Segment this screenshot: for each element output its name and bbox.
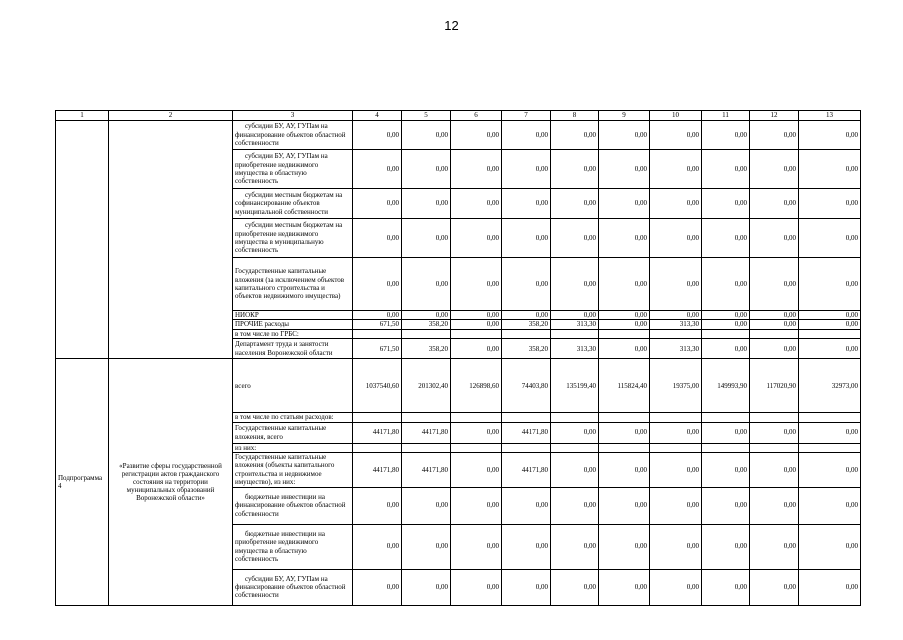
value-cell: 0,00 [799,339,861,359]
value-cell: 0,00 [799,121,861,150]
column-header: 12 [750,111,799,121]
value-cell: 0,00 [451,339,502,359]
column-header: 6 [451,111,502,121]
row-label: всего [233,359,353,413]
value-cell: 0,00 [799,219,861,258]
value-cell: 0,00 [599,189,650,219]
value-cell: 44171,80 [502,453,551,488]
value-cell: 0,00 [750,121,799,150]
value-cell: 0,00 [599,524,650,569]
value-cell: 0,00 [502,189,551,219]
value-cell: 313,30 [650,339,702,359]
value-cell [451,413,502,422]
value-cell: 0,00 [502,219,551,258]
value-cell: 0,00 [750,219,799,258]
value-cell: 0,00 [551,524,599,569]
value-cell: 0,00 [551,150,599,189]
value-cell: 0,00 [551,487,599,524]
value-cell: 0,00 [353,487,402,524]
column-header: 9 [599,111,650,121]
row-label: субсидии местным бюджетам на приобретение недвижимого имущества в муниципальную собственность [233,219,353,258]
value-cell: 0,00 [451,150,502,189]
value-cell: 0,00 [551,311,599,320]
value-cell: 0,00 [451,569,502,605]
value-cell: 0,00 [599,219,650,258]
value-cell: 0,00 [451,121,502,150]
value-cell: 0,00 [451,487,502,524]
value-cell [799,329,861,338]
value-cell: 0,00 [599,339,650,359]
row-label: субсидии БУ, АУ, ГУПам на финансирование объектов областной собственности [233,121,353,150]
value-cell [551,413,599,422]
value-cell: 0,00 [702,453,750,488]
value-cell: 0,00 [650,453,702,488]
value-cell: 0,00 [650,311,702,320]
row-label: в том числе по статьям расходов: [233,413,353,422]
value-cell: 0,00 [799,524,861,569]
value-cell: 0,00 [702,339,750,359]
value-cell: 313,30 [551,339,599,359]
value-cell: 0,00 [551,121,599,150]
value-cell: 0,00 [402,121,451,150]
value-cell: 0,00 [750,311,799,320]
value-cell: 0,00 [551,258,599,311]
value-cell: 0,00 [702,121,750,150]
value-cell: 671,50 [353,339,402,359]
value-cell [502,413,551,422]
column-header: 7 [502,111,551,121]
value-cell: 0,00 [402,524,451,569]
value-cell: 0,00 [451,258,502,311]
value-cell: 115824,40 [599,359,650,413]
row-label: субсидии БУ, АУ, ГУПам на приобретение недвижимого имущества в областную собственность [233,150,353,189]
value-cell [750,413,799,422]
value-cell: 0,00 [702,422,750,443]
value-cell: 0,00 [502,524,551,569]
value-cell: 0,00 [353,121,402,150]
value-cell: 0,00 [750,422,799,443]
value-cell [702,443,750,452]
value-cell: 0,00 [353,219,402,258]
column-header: 3 [233,111,353,121]
page-number: 12 [444,18,459,33]
value-cell: 0,00 [702,219,750,258]
row-label: субсидии местным бюджетам на софинансирование объектов муниципальной собственности [233,189,353,219]
value-cell: 0,00 [750,524,799,569]
value-cell [502,443,551,452]
value-cell: 0,00 [551,569,599,605]
value-cell: 0,00 [650,219,702,258]
value-cell: 0,00 [402,487,451,524]
subprogram-name: «Развитие сферы государственной регистрации актов гражданского состояния на территории муниципальных образований Воронежской области» [109,359,233,605]
value-cell [353,413,402,422]
value-cell [451,329,502,338]
value-cell [799,413,861,422]
value-cell: 0,00 [353,311,402,320]
value-cell: 0,00 [502,258,551,311]
value-cell: 0,00 [451,311,502,320]
value-cell: 0,00 [502,121,551,150]
value-cell: 44171,80 [353,422,402,443]
row-label: Департамент труда и занятости населения Воронежской области [233,339,353,359]
column-header: 8 [551,111,599,121]
value-cell: 0,00 [451,219,502,258]
value-cell: 0,00 [451,453,502,488]
value-cell: 0,00 [451,189,502,219]
value-cell: 0,00 [599,487,650,524]
value-cell: 44171,80 [502,422,551,443]
value-cell: 0,00 [799,422,861,443]
value-cell [402,443,451,452]
value-cell: 0,00 [702,258,750,311]
value-cell: 117020,90 [750,359,799,413]
table-body-subprogram [56,359,861,605]
value-cell: 0,00 [650,524,702,569]
value-cell: 313,30 [650,320,702,329]
value-cell [599,329,650,338]
column-header: 1 [56,111,109,121]
value-cell: 44171,80 [402,453,451,488]
value-cell: 0,00 [799,569,861,605]
value-cell [702,329,750,338]
value-cell: 0,00 [599,422,650,443]
row-label: НИОКР [233,311,353,320]
value-cell: 313,30 [551,320,599,329]
value-cell: 0,00 [799,320,861,329]
value-cell: 201302,40 [402,359,451,413]
value-cell: 0,00 [650,258,702,311]
value-cell: 0,00 [702,487,750,524]
blank-cell [109,121,233,359]
blank-cell [56,121,109,359]
value-cell: 0,00 [799,311,861,320]
value-cell: 0,00 [599,150,650,189]
value-cell: 358,20 [502,339,551,359]
value-cell: 1037540,60 [353,359,402,413]
value-cell: 0,00 [799,150,861,189]
value-cell: 0,00 [799,453,861,488]
value-cell: 0,00 [650,422,702,443]
value-cell: 0,00 [799,189,861,219]
value-cell: 0,00 [599,320,650,329]
value-cell [353,443,402,452]
value-cell: 0,00 [402,258,451,311]
value-cell [599,413,650,422]
value-cell: 0,00 [599,121,650,150]
row-label: ПРОЧИЕ расходы [233,320,353,329]
row-label: Государственные капитальные вложения, всего [233,422,353,443]
table-body-top [56,121,861,359]
row-label: Государственные капитальные вложения (объекты капитального строительства и недвижимое имущество), из них: [233,453,353,488]
value-cell: 671,50 [353,320,402,329]
value-cell: 358,20 [502,320,551,329]
value-cell: 0,00 [502,150,551,189]
value-cell: 0,00 [599,569,650,605]
value-cell [402,329,451,338]
value-cell: 0,00 [750,189,799,219]
value-cell [750,329,799,338]
value-cell: 0,00 [799,258,861,311]
value-cell: 0,00 [551,189,599,219]
value-cell: 0,00 [702,150,750,189]
value-cell: 0,00 [599,311,650,320]
column-header: 4 [353,111,402,121]
value-cell: 0,00 [451,524,502,569]
value-cell [650,329,702,338]
value-cell: 0,00 [353,569,402,605]
value-cell: 0,00 [750,339,799,359]
value-cell: 0,00 [551,219,599,258]
value-cell [551,329,599,338]
value-cell: 0,00 [353,258,402,311]
value-cell [650,443,702,452]
value-cell: 0,00 [402,219,451,258]
value-cell: 0,00 [402,150,451,189]
value-cell: 0,00 [750,569,799,605]
row-label: бюджетные инвестиции на финансирование объектов областной собственности [233,487,353,524]
subprogram-code: Подпрограмма 4 [56,359,109,605]
value-cell: 0,00 [502,569,551,605]
row-label: Государственные капитальные вложения (за исключением объектов капитального строительства и объектов недвижимого имущества) [233,258,353,311]
value-cell [502,329,551,338]
column-header: 13 [799,111,861,121]
value-cell: 0,00 [650,121,702,150]
column-header-row [56,111,861,121]
value-cell [353,329,402,338]
value-cell [451,443,502,452]
budget-table [55,110,861,606]
value-cell [702,413,750,422]
value-cell: 126898,60 [451,359,502,413]
row-label: в том числе по ГРБС: [233,329,353,338]
value-cell [650,413,702,422]
value-cell: 135199,40 [551,359,599,413]
value-cell: 44171,80 [353,453,402,488]
value-cell: 0,00 [502,311,551,320]
value-cell: 0,00 [702,569,750,605]
value-cell: 0,00 [750,320,799,329]
value-cell: 0,00 [599,453,650,488]
value-cell: 32973,00 [799,359,861,413]
value-cell [799,443,861,452]
value-cell: 0,00 [650,189,702,219]
value-cell: 0,00 [702,189,750,219]
value-cell: 0,00 [353,150,402,189]
value-cell: 0,00 [799,487,861,524]
value-cell: 0,00 [750,258,799,311]
value-cell: 0,00 [451,320,502,329]
value-cell: 0,00 [702,524,750,569]
row-label: субсидии БУ, АУ, ГУПам на финансирование объектов областной собственности [233,569,353,605]
value-cell [551,443,599,452]
value-cell: 44171,80 [402,422,451,443]
column-header: 10 [650,111,702,121]
table-row [56,359,861,413]
value-cell: 0,00 [650,569,702,605]
row-label: из них: [233,443,353,452]
row-label: бюджетные инвестиции на приобретение недвижимого имущества в областную собственность [233,524,353,569]
value-cell: 0,00 [353,189,402,219]
value-cell: 358,20 [402,320,451,329]
value-cell: 0,00 [702,320,750,329]
value-cell: 0,00 [650,150,702,189]
value-cell: 0,00 [402,569,451,605]
column-header: 5 [402,111,451,121]
value-cell [402,413,451,422]
value-cell: 0,00 [402,189,451,219]
value-cell: 0,00 [402,311,451,320]
value-cell: 0,00 [750,487,799,524]
value-cell: 358,20 [402,339,451,359]
table-row [56,121,861,150]
value-cell: 0,00 [551,422,599,443]
value-cell: 0,00 [650,487,702,524]
value-cell: 0,00 [599,258,650,311]
value-cell: 19375,00 [650,359,702,413]
value-cell: 0,00 [750,150,799,189]
value-cell: 0,00 [750,453,799,488]
value-cell: 0,00 [353,524,402,569]
value-cell [599,443,650,452]
column-header: 11 [702,111,750,121]
value-cell: 0,00 [451,422,502,443]
value-cell: 74403,80 [502,359,551,413]
value-cell: 0,00 [502,487,551,524]
column-header: 2 [109,111,233,121]
value-cell: 0,00 [551,453,599,488]
value-cell: 0,00 [702,311,750,320]
value-cell [750,443,799,452]
value-cell: 149993,90 [702,359,750,413]
